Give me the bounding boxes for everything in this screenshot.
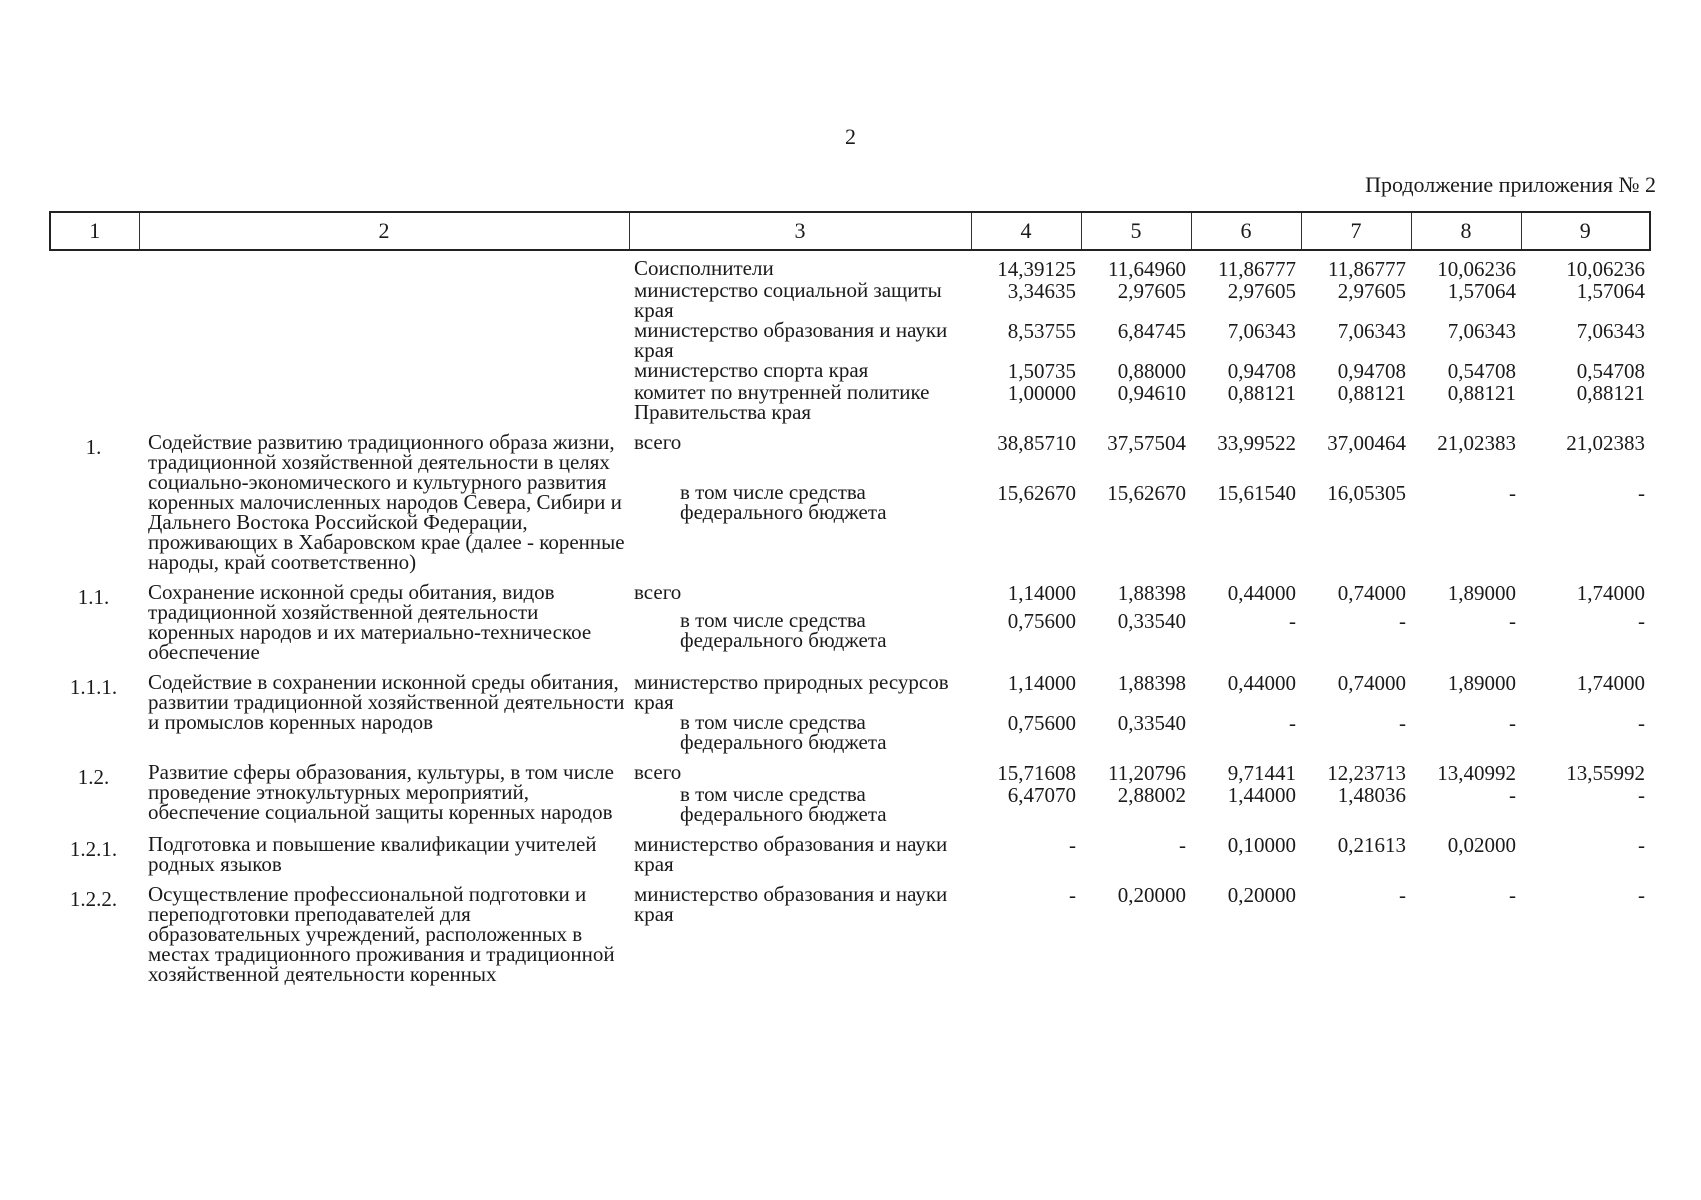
- value-cell-col-7: -: [1399, 711, 1406, 735]
- table-row: [49, 320, 1649, 360]
- item-name: Развитие сферы образования, культуры, в том числе проведение этнокультурных мероприятий, обеспечение социальной защиты коренных народов: [148, 760, 614, 824]
- value-cell-col-6: 9,71441: [1227, 761, 1296, 785]
- page-number: 2: [845, 124, 856, 149]
- value-cell-col-4: 3,34635: [1007, 279, 1076, 303]
- value-cell-col-9: 0,88121: [1576, 381, 1645, 405]
- value-cell-col-6: 0,10000: [1227, 833, 1296, 857]
- executor-label: министерство образования и науки края: [634, 832, 948, 876]
- value-cell-col-8: -: [1509, 609, 1516, 634]
- value-cell-col-9: 1,57064: [1576, 279, 1645, 303]
- value-cell-col-8: -: [1509, 883, 1516, 907]
- value-cell-col-5: 11,64960: [1108, 257, 1186, 281]
- executor-label: Соисполнители: [634, 256, 774, 280]
- value-cell-col-6: -: [1289, 609, 1296, 634]
- value-cell-col-7: 0,74000: [1337, 671, 1406, 695]
- value-cell-col-7: -: [1399, 883, 1406, 907]
- value-cell-col-4: 0,75600: [1007, 711, 1076, 735]
- executor-label: в том числе средства федерального бюджета: [680, 479, 887, 524]
- executor-label: министерство социальной защиты края: [634, 278, 942, 322]
- item-name: [138, 320, 628, 360]
- executor-label: в том числе средства федерального бюджета: [680, 782, 887, 826]
- item-name: Подготовка и повышение квалификации учителей родных языков: [148, 832, 597, 876]
- table-body: [49, 258, 1649, 984]
- executor-label: министерство природных ресурсов края: [634, 670, 949, 714]
- value-cell-col-8: 1,89000: [1447, 581, 1516, 605]
- value-cell-col-5: 37,57504: [1107, 431, 1186, 455]
- value-cell-col-4: 15,62670: [997, 480, 1076, 505]
- value-cell-col-4: 6,47070: [1007, 783, 1076, 807]
- table-row: [49, 582, 1649, 610]
- column-number-3: 3: [629, 212, 971, 250]
- value-cell-col-5: 15,62670: [1107, 480, 1186, 505]
- value-cell-col-4: 38,85710: [997, 431, 1076, 455]
- table-row: [49, 360, 1649, 382]
- value-cell-col-6: 0,20000: [1227, 883, 1296, 907]
- value-cell-col-6: 0,44000: [1227, 671, 1296, 695]
- value-cell-col-9: -: [1638, 783, 1645, 807]
- item-number: 1.1.1.: [69, 675, 118, 699]
- table-row: [49, 280, 1649, 320]
- item-number: [49, 280, 138, 320]
- value-cell-col-5: 0,94610: [1117, 381, 1186, 405]
- table-row: [49, 834, 1649, 874]
- value-cell-col-5: 2,97605: [1117, 279, 1186, 303]
- value-cell-col-6: -: [1289, 711, 1296, 735]
- value-cell-col-8: 0,02000: [1447, 833, 1516, 857]
- value-cell-col-9: -: [1638, 883, 1645, 907]
- value-cell-col-9: -: [1638, 833, 1645, 857]
- value-cell-col-9: -: [1638, 609, 1645, 634]
- value-cell-col-7: 7,06343: [1337, 319, 1406, 343]
- column-number-8: 8: [1411, 212, 1521, 250]
- value-cell-col-7: 1,48036: [1337, 783, 1406, 807]
- budget-table: [49, 258, 1649, 984]
- table-row: [49, 382, 1649, 422]
- executor-label: в том числе средства федерального бюджета: [680, 710, 887, 754]
- value-cell-col-5: 0,20000: [1117, 883, 1186, 907]
- value-cell-col-9: 0,54708: [1576, 359, 1645, 383]
- table-row: [49, 432, 1649, 482]
- item-number: 1.: [85, 435, 102, 459]
- value-cell-col-4: 1,00000: [1007, 381, 1076, 405]
- value-cell-col-9: 7,06343: [1576, 319, 1645, 343]
- column-number-7: 7: [1301, 212, 1411, 250]
- value-cell-col-6: 15,61540: [1217, 480, 1296, 505]
- value-cell-col-5: 6,84745: [1117, 319, 1186, 343]
- executor-label: всего: [634, 430, 682, 454]
- column-number-4: 4: [971, 212, 1081, 250]
- item-number: [49, 320, 138, 360]
- item-number: [49, 360, 138, 382]
- value-cell-col-4: 0,75600: [1007, 609, 1076, 634]
- value-cell-col-7: 2,97605: [1337, 279, 1406, 303]
- value-cell-col-4: 1,14000: [1007, 671, 1076, 695]
- value-cell-col-5: -: [1179, 833, 1186, 857]
- executor-label: всего: [634, 580, 682, 604]
- item-number: 1.2.1.: [69, 837, 118, 861]
- table-row: [49, 884, 1649, 984]
- value-cell-col-4: 1,14000: [1007, 581, 1076, 605]
- value-cell-col-6: 2,97605: [1227, 279, 1296, 303]
- executor-label: министерство образования и науки края: [634, 882, 948, 926]
- value-cell-col-4: -: [1069, 883, 1076, 907]
- executor-label: в том числе средства федерального бюджета: [680, 608, 887, 653]
- value-cell-col-8: 0,54708: [1447, 359, 1516, 383]
- table-row: [49, 672, 1649, 712]
- value-cell-col-9: 21,02383: [1566, 431, 1645, 455]
- value-cell-col-6: 7,06343: [1227, 319, 1296, 343]
- value-cell-col-8: 13,40992: [1437, 761, 1516, 785]
- column-number-header: [49, 211, 1651, 251]
- value-cell-col-4: 1,50735: [1007, 359, 1076, 383]
- value-cell-col-7: 0,94708: [1337, 359, 1406, 383]
- table-row: [49, 762, 1649, 784]
- column-number-6: 6: [1191, 212, 1301, 250]
- value-cell-col-5: 0,33540: [1117, 711, 1186, 735]
- item-name: Содействие развитию традиционного образа жизни, традиционной хозяйственной деятельности в целях социально-экономического и культурного развития коренных малочисленных народов Севера, Сибири и Дальнего Востока Российской Федерации, проживающих в Хабаровском крае (далее - коренные народы, край соответственно): [148, 430, 625, 574]
- item-number: 1.1.: [77, 585, 110, 609]
- value-cell-col-8: 21,02383: [1437, 431, 1516, 455]
- value-cell-col-7: 37,00464: [1327, 431, 1406, 455]
- executor-label: министерство образования и науки края: [634, 318, 948, 362]
- value-cell-col-7: 11,86777: [1328, 257, 1406, 281]
- item-name: [138, 258, 628, 280]
- value-cell-col-4: 8,53755: [1007, 319, 1076, 343]
- column-number-9: 9: [1521, 212, 1650, 250]
- executor-label: всего: [634, 760, 682, 784]
- column-number-1: 1: [50, 212, 139, 250]
- value-cell-col-6: 0,88121: [1227, 381, 1296, 405]
- value-cell-col-8: 7,06343: [1447, 319, 1516, 343]
- value-cell-col-5: 0,33540: [1117, 609, 1186, 634]
- value-cell-col-8: -: [1509, 783, 1516, 807]
- value-cell-col-4: -: [1069, 833, 1076, 857]
- item-name: Осуществление профессиональной подготовки и переподготовки преподавателей для образовательных учреждений, расположенных в местах традиционного проживания и традиционной хозяйственной деятельности коренных: [148, 882, 615, 986]
- item-name: [138, 280, 628, 320]
- item-number: [49, 382, 138, 422]
- item-number: 1.2.: [77, 765, 110, 789]
- value-cell-col-5: 1,88398: [1117, 581, 1186, 605]
- value-cell-col-6: 0,94708: [1227, 359, 1296, 383]
- column-number-2: 2: [139, 212, 629, 250]
- value-cell-col-4: 14,39125: [997, 257, 1076, 281]
- value-cell-col-8: 1,57064: [1447, 279, 1516, 303]
- value-cell-col-7: 0,21613: [1337, 833, 1406, 857]
- value-cell-col-9: 13,55992: [1566, 761, 1645, 785]
- column-number-5: 5: [1081, 212, 1191, 250]
- item-name: Сохранение исконной среды обитания, видов традиционной хозяйственной деятельности коренных народов и их материально-техническое обеспечение: [148, 580, 592, 664]
- value-cell-col-9: 1,74000: [1576, 671, 1645, 695]
- value-cell-col-8: -: [1509, 480, 1516, 505]
- value-cell-col-9: -: [1638, 480, 1645, 505]
- header-row: [50, 212, 1650, 250]
- value-cell-col-7: 0,88121: [1337, 381, 1406, 405]
- value-cell-col-7: 0,74000: [1337, 581, 1406, 605]
- value-cell-col-4: 15,71608: [997, 761, 1076, 785]
- value-cell-col-8: 1,89000: [1447, 671, 1516, 695]
- executor-label: комитет по внутренней политике Правительства края: [634, 380, 930, 424]
- value-cell-col-6: 0,44000: [1227, 581, 1296, 605]
- value-cell-col-6: 33,99522: [1217, 431, 1296, 455]
- value-cell-col-6: 1,44000: [1227, 783, 1296, 807]
- value-cell-col-9: 1,74000: [1576, 581, 1645, 605]
- value-cell-col-5: 2,88002: [1117, 783, 1186, 807]
- item-name: [138, 360, 628, 382]
- value-cell-col-5: 0,88000: [1117, 359, 1186, 383]
- value-cell-col-8: -: [1509, 711, 1516, 735]
- item-number: [49, 258, 138, 280]
- continuation-title: Продолжение приложения № 2: [1365, 172, 1656, 197]
- value-cell-col-8: 0,88121: [1447, 381, 1516, 405]
- executor-label: министерство спорта края: [634, 358, 869, 382]
- value-cell-col-9: 10,06236: [1566, 257, 1645, 281]
- value-cell-col-9: -: [1638, 711, 1645, 735]
- value-cell-col-5: 11,20796: [1108, 761, 1186, 785]
- value-cell-col-8: 10,06236: [1437, 257, 1516, 281]
- value-cell-col-5: 1,88398: [1117, 671, 1186, 695]
- value-cell-col-6: 11,86777: [1218, 257, 1296, 281]
- item-name: [138, 382, 628, 422]
- value-cell-col-7: 12,23713: [1327, 761, 1406, 785]
- table-row: [49, 258, 1649, 280]
- item-number: 1.2.2.: [69, 887, 118, 911]
- value-cell-col-7: 16,05305: [1327, 480, 1406, 505]
- item-name: Содействие в сохранении исконной среды обитания, развитии традиционной хозяйственной деятельности и промыслов коренных народов: [148, 670, 625, 734]
- value-cell-col-7: -: [1399, 609, 1406, 634]
